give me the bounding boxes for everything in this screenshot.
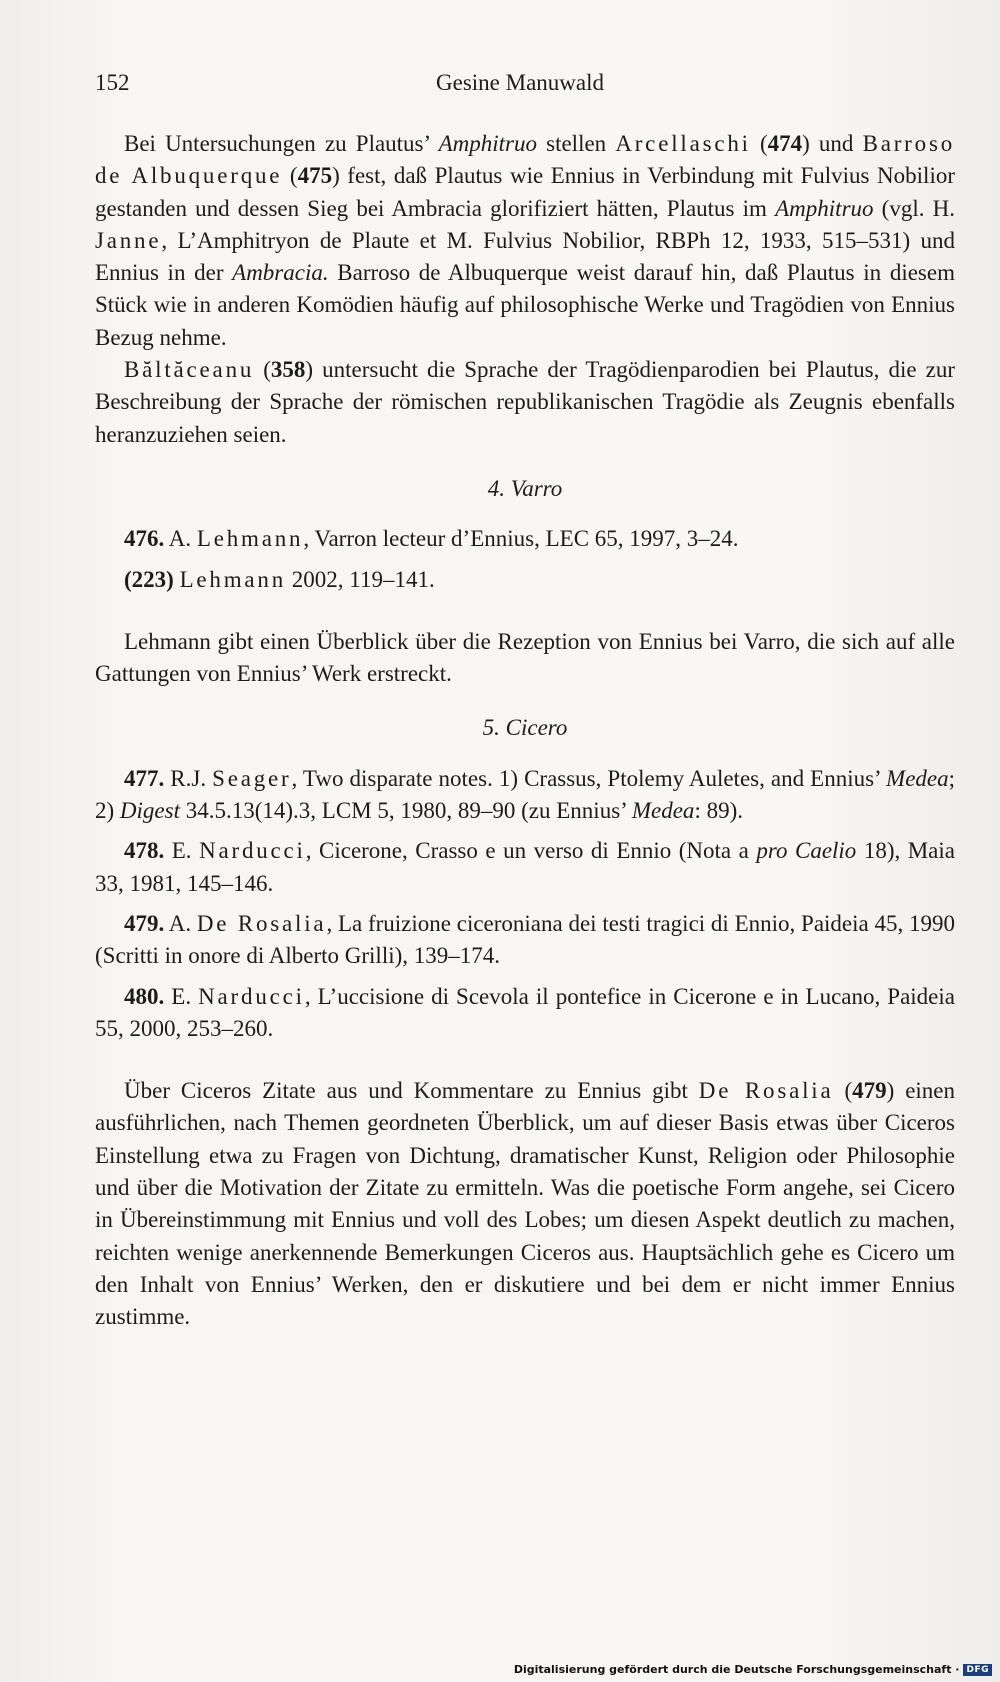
bibliography-entry-480: 480. E. Narducci, L’uccisione di Scevola il pontefice in Cicerone e in Lucano, Paideia 55, 2000, 253–260. xyxy=(95,983,955,1041)
bibliography-entry-479: 479. A. De Rosalia, La fruizione ciceroniana dei testi tragici di Ennio, Paideia 45, 1990 (Scritti in onore di Alberto Grilli), 139–174. xyxy=(95,910,955,969)
footer-credit: Digitalisierung gefördert durch die Deutsche Forschungsgemeinschaft · xyxy=(513,1663,960,1676)
bibliography-entry-477: 477. R.J. Seager, Two disparate notes. 1) Crassus, Ptolemy Auletes, and Ennius’ Medea; 2) Digest 34.5.13(14).3, LCM 5, 1980, 89–90 (zu Ennius’ Medea: 89). xyxy=(95,765,955,824)
paragraph-plautus-amphitruo: Bei Untersuchungen zu Plautus’ Amphitruo stellen Arcellaschi (474) und Barroso de Albuquerque (475) fest, daß Plautus wie Ennius in Verbindung mit Fulvius Nobilior gestanden und dessen Sieg bei Ambracia glorifiziert hätten, Plautus im Amphitruo (vgl. H. Janne, L’Amphitryon de Plaute et M. Fulvius Nobilior, RBPh 12, 1933, 515–531) und Ennius in der Ambracia. Barroso de Albuquerque weist darauf hin, daß Plautus in diesem Stück wie in anderen Komödien häufig auf philosophische Werke und Tragödien von Ennius Bezug nehme. xyxy=(95,131,956,350)
paragraph-de-rosalia: Über Ciceros Zitate aus und Kommentare zu Ennius gibt De Rosalia (479) einen ausführlichen, nach Themen geordneten Überblick, um auf dieser Basis etwas über Ciceros Einstellung etwa zu Fragen von Dichtung, dramatischer Kunst, Religion oder Philosophie und über die Motivation der Zitate zu ermitteln. Was die poetische Form angehe, sei Cicero in Übereinstimmung mit Ennius und voll des Lobes; um diesen Aspekt deutlich zu machen, reichten wenige anerkennende Bemerkungen Ciceros aus. Hauptsächlich gehe es Cicero um den Inhalt von Ennius’ Werken, den er diskutiere und bei dem er nicht immer Ennius zustimme. xyxy=(95,1078,955,1330)
bibliography-entry-476: 476. A. Lehmann, Varron lecteur d’Ennius, LEC 65, 1997, 3–24. xyxy=(124,526,739,552)
section-heading-cicero: 5. Cicero xyxy=(482,715,568,741)
author-name: Arcellaschi xyxy=(615,131,751,156)
running-head-author: Gesine Manuwald xyxy=(436,70,604,95)
author-name: Barroso de Albuquerque xyxy=(95,131,955,189)
dfg-logo: DFG xyxy=(963,1664,992,1676)
author-name: Janne xyxy=(95,227,162,253)
body-text xyxy=(95,128,955,1334)
author-name: De Rosalia xyxy=(698,1078,834,1104)
paragraph-baltaceanu: Băltăceanu (358) untersucht die Sprache der Tragödienparodien bei Plautus, die zur Beschreibung der Sprache der römischen republikanischen Tragödie als Zeugnis ebenfalls heranzuziehen seien. xyxy=(95,357,955,447)
bibliography-entry-478: 478. E. Narducci, Cicerone, Crasso e un verso di Ennio (Nota a pro Caelio 18), Maia 33, 1981, 145–146. xyxy=(95,838,955,896)
author-name: Băltăceanu xyxy=(124,357,255,383)
section-heading-varro: 4. Varro xyxy=(487,475,563,501)
reference-number: 474 xyxy=(767,131,803,156)
reference-number: 479 xyxy=(852,1078,887,1104)
reference-number: 358 xyxy=(270,357,306,383)
reference-number: 475 xyxy=(297,163,333,189)
digitization-footer xyxy=(514,1663,992,1676)
paragraph-lehmann: Lehmann gibt einen Überblick über die Rezeption von Ennius bei Varro, die sich auf alle Gattungen von Ennius’ Werk erstreckt. xyxy=(95,628,955,687)
bibliography-entry-223: (223) Lehmann 2002, 119–141. xyxy=(124,566,435,592)
page-number: 152 xyxy=(95,70,130,95)
